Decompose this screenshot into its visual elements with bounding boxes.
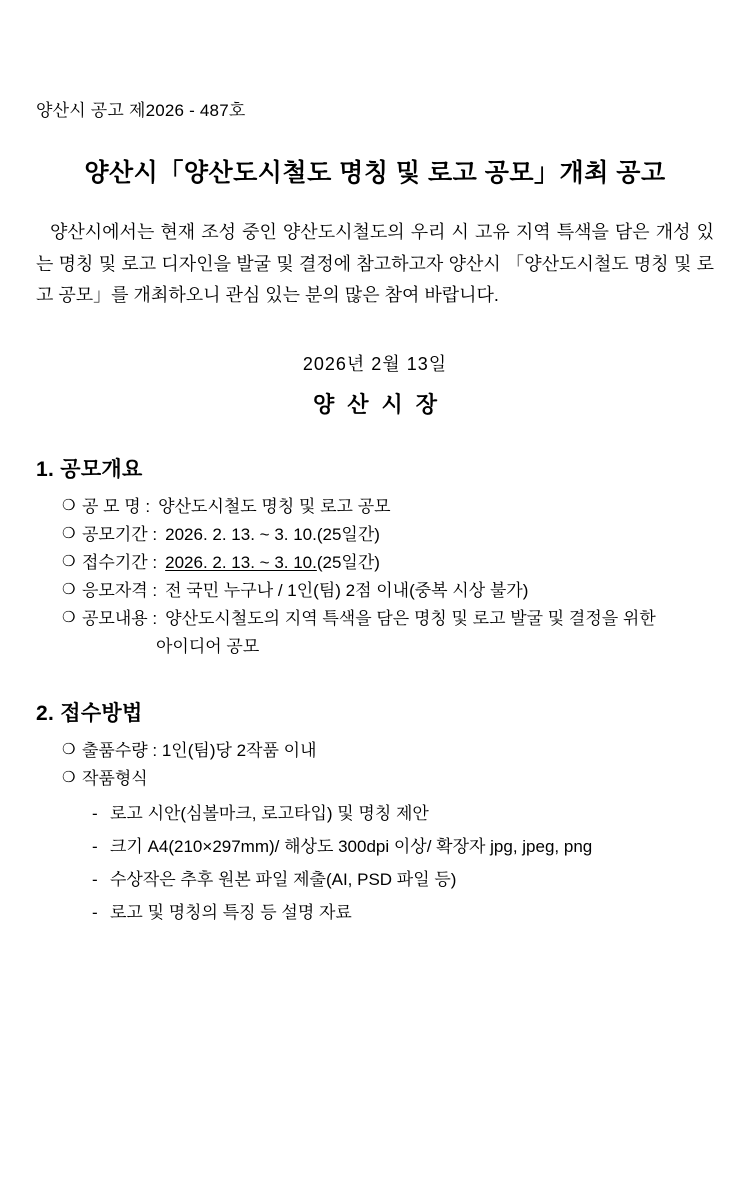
bullet-icon: ❍ <box>62 496 76 514</box>
sub-list-item <box>36 863 714 896</box>
document-intro-paragraph: 양산시에서는 현재 조성 중인 양산도시철도의 우리 시 고유 지역 특색을 담은 개성 있는 명칭 및 로고 디자인을 발굴 및 결정에 참고하고자 양산시 「양산도시철도 명칭 및 로고 공모」를 개최하오니 관심 있는 분의 많은 참여 바랍니다. <box>36 222 714 305</box>
sub-list-item <box>36 896 714 929</box>
dash-icon: - <box>92 837 98 857</box>
section-overview <box>36 453 714 661</box>
list-item-label: 공모내용 : <box>82 608 158 628</box>
bullet-icon: ❍ <box>62 608 76 626</box>
list-item-text: 출품수량 : 1인(팀)당 2작품 이내 <box>82 740 317 760</box>
list-item-content <box>82 521 714 549</box>
section-submission-list <box>36 737 714 793</box>
list-item-value <box>157 549 714 577</box>
list-item-label: 공모기간 : <box>82 524 158 544</box>
list-item-content <box>82 549 714 577</box>
sub-list-item <box>36 830 714 863</box>
list-item <box>36 605 714 633</box>
sub-list-item <box>36 797 714 830</box>
list-item-value-tail: (25일간) <box>316 552 380 572</box>
document-title: 양산시「양산도시철도 명칭 및 로고 공모」개최 공고 <box>84 159 666 187</box>
bullet-icon: ❍ <box>62 768 76 786</box>
sub-list-item-text: 크기 A4(210×297mm)/ 해상도 300dpi 이상/ 확장자 jpg, jpeg, png <box>110 837 593 857</box>
bullet-icon: ❍ <box>62 580 76 598</box>
list-item-content <box>82 493 714 521</box>
list-item <box>36 521 714 549</box>
list-item-content <box>82 605 714 633</box>
list-item <box>36 549 714 577</box>
document-date: 2026년 2월 13일 <box>302 353 448 374</box>
section-submission <box>36 697 714 930</box>
list-item-value: 양산도시철도 명칭 및 로고 공모 <box>158 496 391 516</box>
list-item-value: 전 국민 누구나 / 1인(팀) 2점 이내(중복 시상 불가) <box>165 580 529 600</box>
list-item-continuation: 아이디어 공모 <box>156 636 260 656</box>
list-item <box>36 493 714 521</box>
dash-icon: - <box>92 870 98 890</box>
section-overview-heading: 1. 공모개요 <box>36 457 143 481</box>
section-submission-heading: 2. 접수방법 <box>36 701 143 725</box>
list-item-content <box>82 577 714 605</box>
sub-list-item-text: 수상작은 추후 원본 파일 제출(AI, PSD 파일 등) <box>110 870 457 890</box>
sub-list-item-text: 로고 시안(심볼마크, 로고타입) 및 명칭 제안 <box>110 803 429 823</box>
list-item-value: 양산도시철도의 지역 특색을 담은 명칭 및 로고 발굴 및 결정을 위한 <box>165 608 656 628</box>
bullet-icon: ❍ <box>62 552 76 570</box>
dash-icon: - <box>92 803 98 823</box>
section-overview-list <box>36 493 714 633</box>
sub-list-item-text: 로고 및 명칭의 특징 등 설명 자료 <box>110 903 352 923</box>
list-item-value-underlined: 2026. 2. 13. ~ 3. 10. <box>165 552 317 572</box>
list-item-label: 응모자격 : <box>82 580 158 600</box>
list-item-label: 접수기간 : <box>82 552 158 572</box>
document-issuer: 양산시장 <box>312 391 450 417</box>
list-item-value: 2026. 2. 13. ~ 3. 10.(25일간) <box>165 524 380 544</box>
list-item-text: 작품형식 <box>82 768 148 788</box>
document-page <box>0 96 750 1184</box>
list-item-label: 공 모 명 : <box>82 496 151 516</box>
list-item <box>36 577 714 605</box>
document-number: 양산시 공고 제2026 - 487호 <box>36 101 246 120</box>
list-item <box>36 737 714 765</box>
bullet-icon: ❍ <box>62 524 76 542</box>
list-item <box>36 765 714 793</box>
dash-icon: - <box>92 903 98 923</box>
section-submission-sublist <box>36 797 714 930</box>
bullet-icon: ❍ <box>62 740 76 758</box>
